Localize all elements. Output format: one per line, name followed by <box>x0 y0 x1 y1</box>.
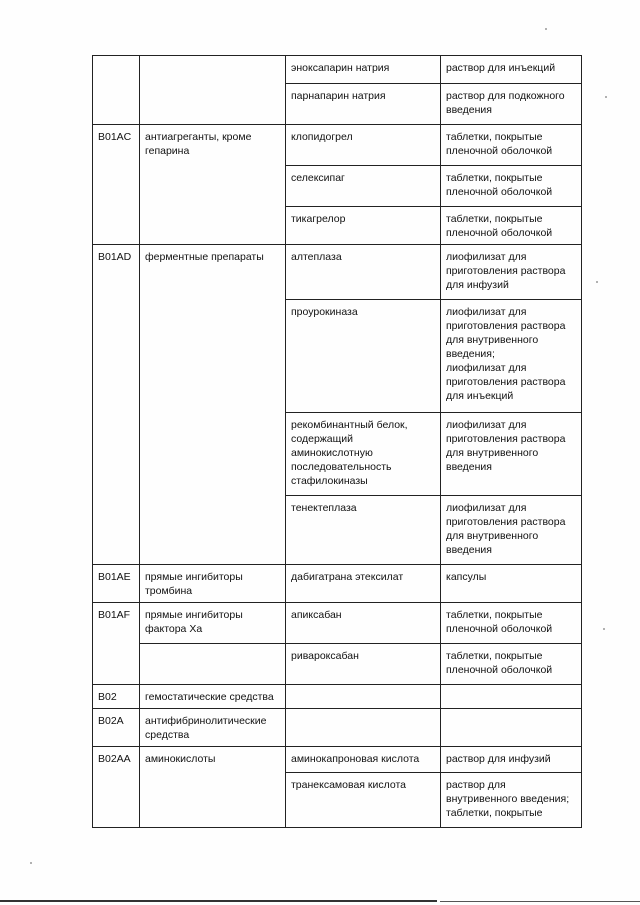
drug-name: парнапарин натрия <box>286 84 441 125</box>
scan-speck <box>603 628 605 630</box>
drug-name: алтеплаза <box>286 245 441 300</box>
table-row <box>93 603 582 644</box>
table-row <box>93 565 582 603</box>
dosage-form: раствор для инфузий <box>441 747 582 773</box>
drug-name: селексипаг <box>286 166 441 207</box>
group-name: гемостатические средства <box>140 685 286 709</box>
table-row <box>93 125 582 166</box>
drug-name: аминокапроновая кислота <box>286 747 441 773</box>
drug-name: транексамовая кислота <box>286 773 441 828</box>
drug-name: эноксапарин натрия <box>286 56 441 84</box>
atc-code: B01AE <box>93 565 140 603</box>
scan-edge-line <box>0 900 437 902</box>
table-row <box>93 56 582 84</box>
dosage-form: таблетки, покрытые пленочной оболочкой <box>441 603 582 644</box>
group-name <box>140 644 286 685</box>
drug-name: проурокиназа <box>286 300 441 413</box>
dosage-form: лиофилизат для приготовления раствора для инфузий <box>441 245 582 300</box>
drug-name <box>286 685 441 709</box>
drug-name: ривароксабан <box>286 644 441 685</box>
atc-code: B01AD <box>93 245 140 565</box>
dosage-form: раствор для подкожного введения <box>441 84 582 125</box>
table-row <box>93 685 582 709</box>
scan-speck <box>545 28 547 30</box>
drug-name <box>286 709 441 747</box>
dosage-form <box>441 685 582 709</box>
dosage-form: лиофилизат для приготовления раствора для внутривенного введения; лиофилизат для приготовления раствора для инъекций <box>441 300 582 413</box>
group-name: антифибринолитические средства <box>140 709 286 747</box>
scan-speck <box>30 862 32 864</box>
atc-code: B02 <box>93 685 140 709</box>
atc-code: B01AF <box>93 603 140 685</box>
atc-code: B02AA <box>93 747 140 828</box>
dosage-form: таблетки, покрытые пленочной оболочкой <box>441 207 582 245</box>
drug-name: апиксабан <box>286 603 441 644</box>
scan-speck <box>596 281 598 283</box>
dosage-form: раствор для внутривенного введения; таблетки, покрытые <box>441 773 582 828</box>
dosage-form: таблетки, покрытые пленочной оболочкой <box>441 166 582 207</box>
group-name: антиагреганты, кроме гепарина <box>140 125 286 245</box>
drug-name: клопидогрел <box>286 125 441 166</box>
scan-edge-line <box>440 901 640 902</box>
dosage-form: таблетки, покрытые пленочной оболочкой <box>441 644 582 685</box>
table-row <box>93 747 582 773</box>
group-name: прямые ингибиторы тромбина <box>140 565 286 603</box>
dosage-form: лиофилизат для приготовления раствора для внутривенного введения <box>441 413 582 496</box>
group-name: ферментные препараты <box>140 245 286 565</box>
group-name: аминокислоты <box>140 747 286 828</box>
drug-table <box>92 55 582 828</box>
dosage-form: таблетки, покрытые пленочной оболочкой <box>441 125 582 166</box>
drug-name: рекомбинантный белок, содержащий аминокислотную последовательность стафилокиназы <box>286 413 441 496</box>
group-name: прямые ингибиторы фактора Ха <box>140 603 286 644</box>
table-row <box>93 709 582 747</box>
dosage-form <box>441 709 582 747</box>
drug-name: тенектеплаза <box>286 496 441 565</box>
drug-name: дабигатрана этексилат <box>286 565 441 603</box>
atc-code: B02A <box>93 709 140 747</box>
atc-code <box>93 56 140 125</box>
dosage-form: капсулы <box>441 565 582 603</box>
dosage-form: раствор для инъекций <box>441 56 582 84</box>
scan-speck <box>605 96 607 98</box>
dosage-form: лиофилизат для приготовления раствора для внутривенного введения <box>441 496 582 565</box>
drug-name: тикагрелор <box>286 207 441 245</box>
group-name <box>140 56 286 125</box>
table-row <box>93 245 582 300</box>
atc-code: B01AC <box>93 125 140 245</box>
table-row <box>93 644 582 685</box>
